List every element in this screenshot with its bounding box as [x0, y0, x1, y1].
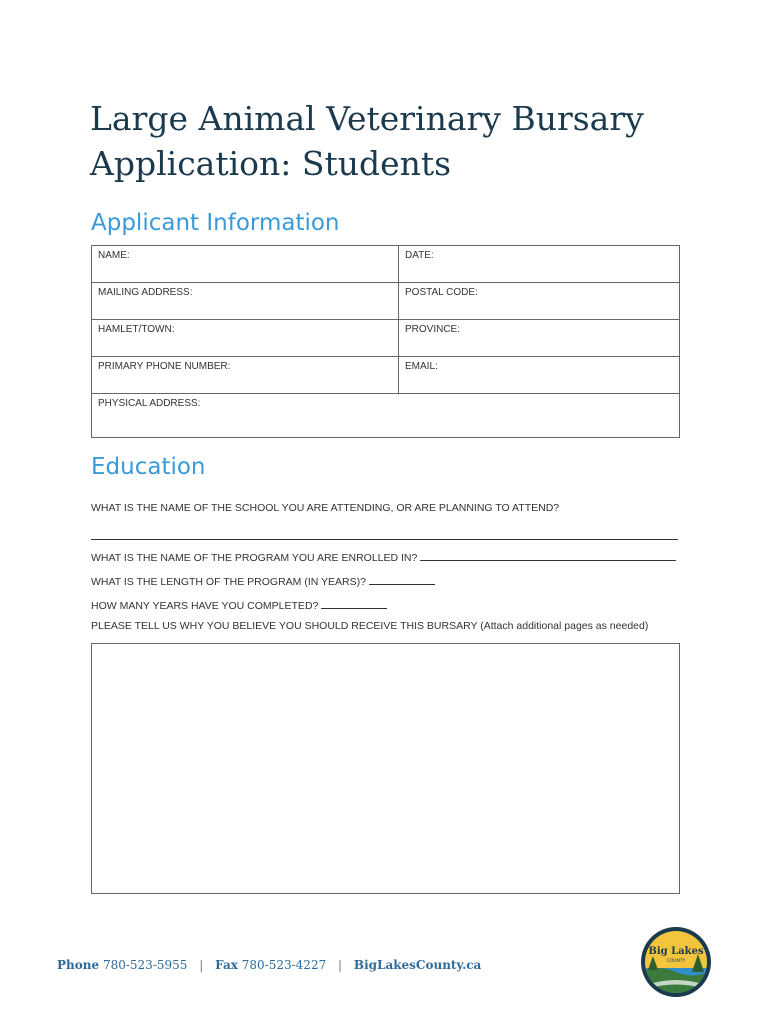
- length-question-row: [91, 573, 435, 588]
- program-answer-line[interactable]: [420, 549, 676, 561]
- logo-text-bottom: COUNTY: [666, 959, 686, 964]
- program-question-row: [91, 549, 676, 564]
- completed-answer-line[interactable]: [321, 597, 387, 609]
- completed-question-row: [91, 597, 387, 612]
- phone-number: 780-523-5955: [102, 958, 188, 972]
- school-answer-line[interactable]: [91, 539, 678, 540]
- school-question: WHAT IS THE NAME OF THE SCHOOL YOU ARE ATTENDING, OR ARE PLANNING TO ATTEND?: [91, 502, 560, 514]
- why-answer-box[interactable]: [91, 643, 680, 894]
- province-field[interactable]: PROVINCE:: [399, 320, 680, 357]
- name-field[interactable]: NAME:: [92, 246, 399, 283]
- big-lakes-county-logo-icon: [640, 926, 712, 998]
- fax-number: 780-523-4227: [241, 958, 327, 972]
- website-link[interactable]: BigLakesCounty.ca: [353, 958, 482, 972]
- phone-label: Phone: [57, 958, 100, 972]
- applicant-info-table: [91, 245, 680, 438]
- applicant-information-heading: Applicant Information: [91, 210, 340, 236]
- email-field[interactable]: EMAIL:: [399, 357, 680, 394]
- physical-address-field[interactable]: PHYSICAL ADDRESS:: [92, 394, 680, 438]
- length-answer-line[interactable]: [369, 573, 435, 585]
- program-question: WHAT IS THE NAME OF THE PROGRAM YOU ARE ENROLLED IN?: [91, 552, 418, 564]
- completed-question: HOW MANY YEARS HAVE YOU COMPLETED?: [91, 600, 319, 612]
- fax-label: Fax: [215, 958, 238, 972]
- hamlet-town-field[interactable]: HAMLET/TOWN:: [92, 320, 399, 357]
- logo-text-top: Big Lakes: [648, 946, 704, 957]
- postal-code-field[interactable]: POSTAL CODE:: [399, 283, 680, 320]
- primary-phone-field[interactable]: PRIMARY PHONE NUMBER:: [92, 357, 399, 394]
- page-title: Large Animal Veterinary Bursary Application: Students: [90, 99, 644, 183]
- footer-separator: |: [338, 958, 343, 972]
- why-question: PLEASE TELL US WHY YOU BELIEVE YOU SHOULD RECEIVE THIS BURSARY (Attach additional pages as needed): [91, 620, 649, 632]
- footer-contact: [57, 958, 481, 972]
- date-field[interactable]: DATE:: [399, 246, 680, 283]
- mailing-address-field[interactable]: MAILING ADDRESS:: [92, 283, 399, 320]
- footer-separator: |: [199, 958, 204, 972]
- education-heading: Education: [91, 454, 206, 480]
- length-question: WHAT IS THE LENGTH OF THE PROGRAM (IN YEARS)?: [91, 576, 366, 588]
